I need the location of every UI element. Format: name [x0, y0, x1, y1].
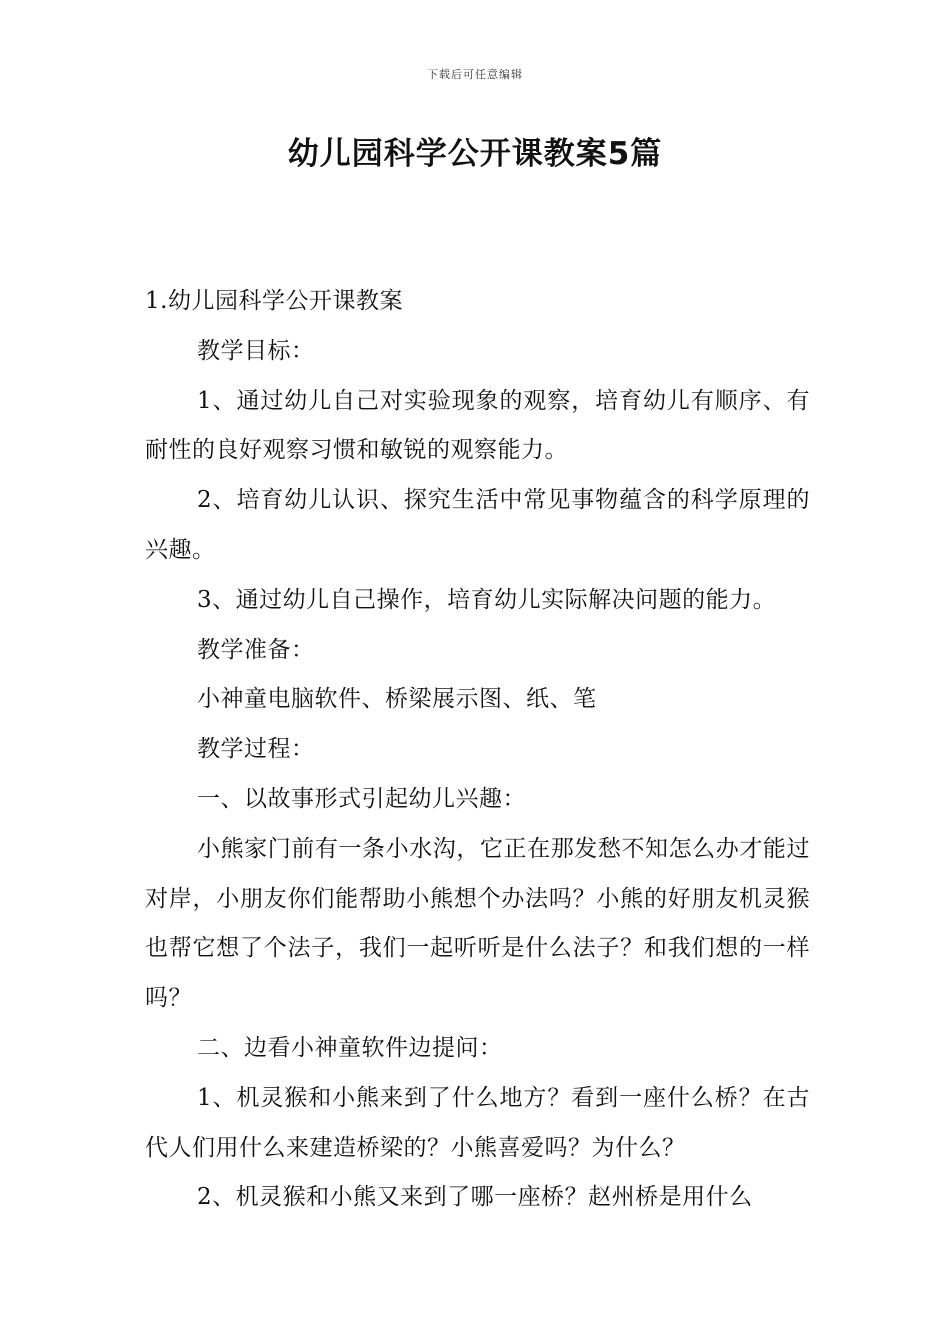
section-heading: 1.幼儿园科学公开课教案 — [145, 288, 403, 314]
paragraph-preparation-items: 小神童电脑软件、桥梁展示图、纸、笔 — [197, 686, 597, 713]
paragraph-story: 小熊家门前有一条小水沟，它正在那发愁不知怎么办才能过对岸，小朋友你们能帮助小熊想个办法吗？小熊的好朋友机灵猴也帮它想了个法子，我们一起听听是什么法子？和我们想的一样吗？ — [145, 835, 810, 1012]
paragraph-process-label: 教学过程： — [197, 736, 315, 763]
paragraph-step-2-heading: 二、边看小神童软件边提问： — [197, 1034, 503, 1061]
paragraph-question-2: 2、机灵猴和小熊又来到了哪一座桥？赵州桥是用什么 — [197, 1184, 753, 1211]
paragraph-goals-label: 教学目标： — [197, 337, 315, 364]
paragraph-goal-3: 3、通过幼儿自己操作，培育幼儿实际解决问题的能力。 — [197, 586, 777, 613]
document-title: 幼儿园科学公开课教案5篇 — [287, 136, 663, 172]
paragraph-goal-2: 2、培育幼儿认识、探究生活中常见事物蕴含的科学原理的兴趣。 — [145, 487, 810, 563]
paragraph-step-1-heading: 一、以故事形式引起幼儿兴趣： — [197, 785, 526, 812]
paragraph-preparation-label: 教学准备： — [197, 636, 315, 663]
paragraph-goal-1: 1、通过幼儿自己对实验现象的观察，培育幼儿有顺序、有耐性的良好观察习惯和敏锐的观察能力。 — [145, 387, 810, 464]
paragraph-question-1: 1、机灵猴和小熊来到了什么地方？看到一座什么桥？在古代人们用什么来建造桥梁的？小熊喜爱吗？为什么？ — [145, 1084, 810, 1161]
header-note: 下载后可任意编辑 — [427, 68, 523, 81]
document-body — [145, 277, 810, 1223]
